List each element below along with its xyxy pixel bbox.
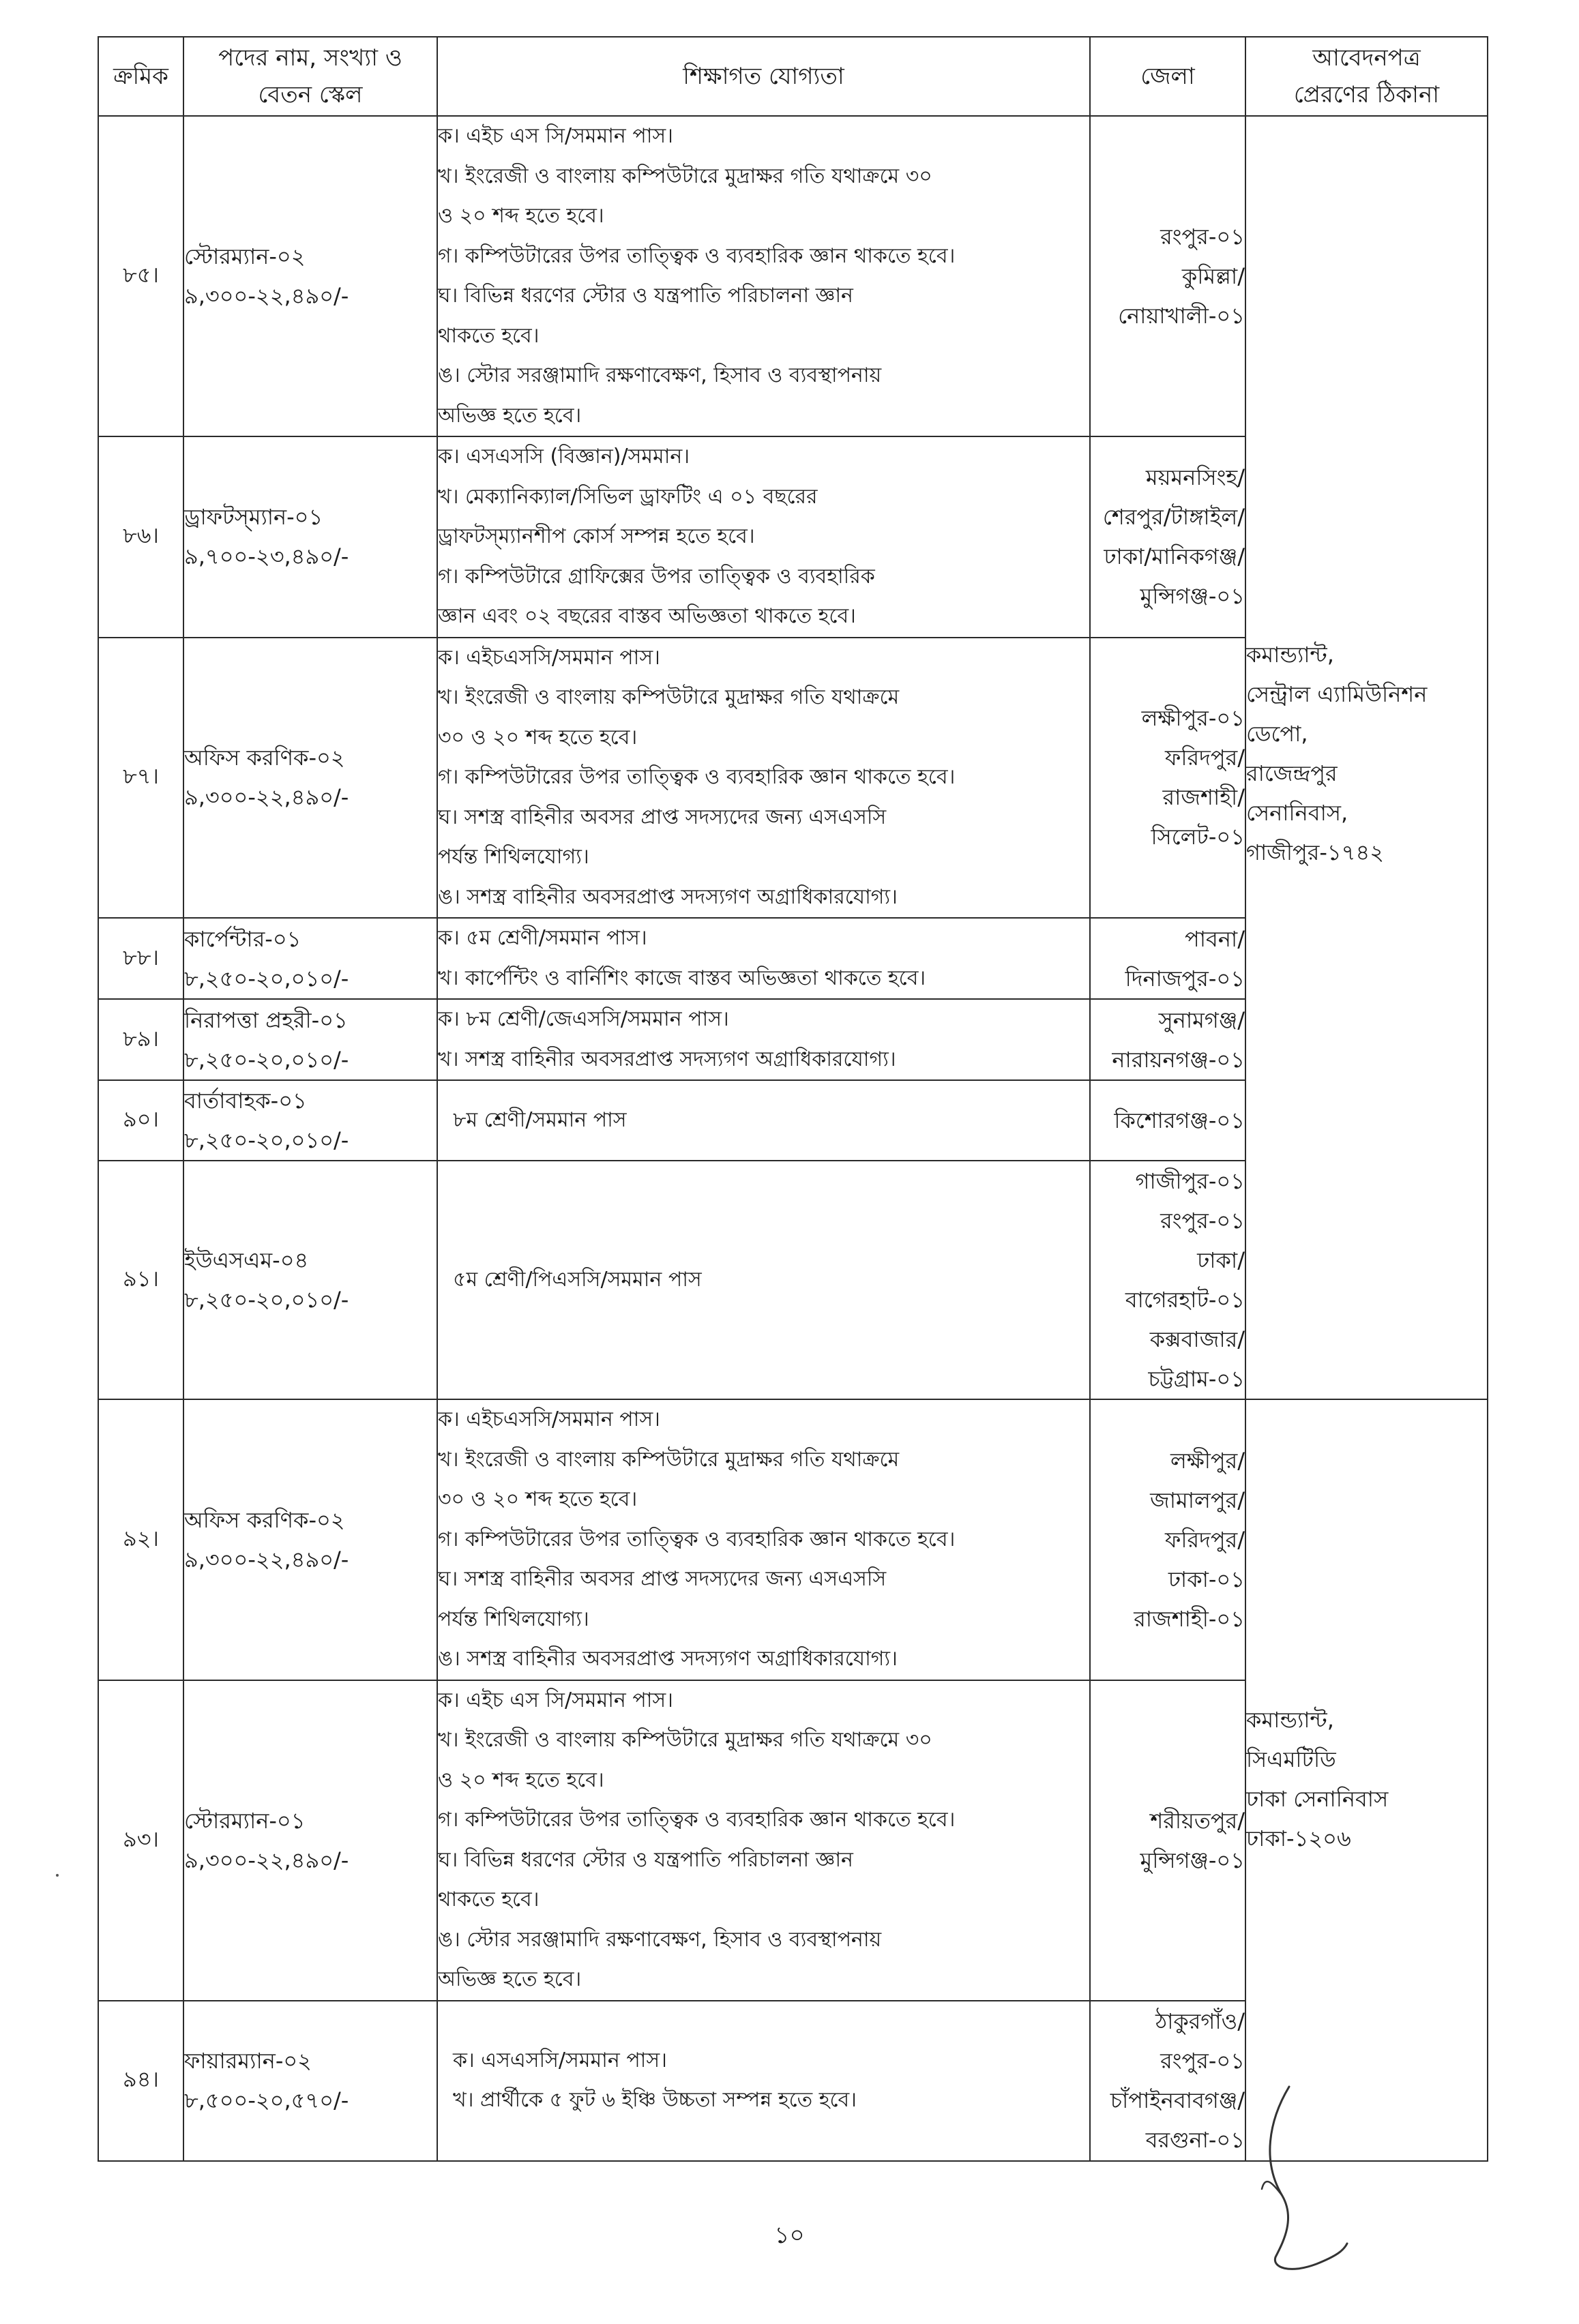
row-serial: ৮৬। xyxy=(98,436,183,638)
header-education: শিক্ষাগত যোগ্যতা xyxy=(437,37,1090,116)
row-serial: ৯১। xyxy=(98,1161,183,1399)
row-serial: ৯৪। xyxy=(98,2001,183,2161)
post-name-scale: নিরাপত্তা প্রহরী-০১ ৮,২৫০-২০,০১০/- xyxy=(183,999,437,1080)
table-row xyxy=(98,116,1488,436)
post-name-scale: বার্তাবাহক-০১ ৮,২৫০-২০,০১০/- xyxy=(183,1080,437,1161)
post-name-scale: স্টোরম্যান-০১ ৯,৩০০-২২,৪৯০/- xyxy=(183,1680,437,2001)
application-address-1: কমান্ড্যান্ট, সেন্ট্রাল এ্যামিউনিশন ডেপো, রাজেন্দ্রপুর সেনানিবাস, গাজীপুর-১৭৪২ xyxy=(1245,116,1488,1399)
district-list: কিশোরগঞ্জ-০১ xyxy=(1090,1080,1245,1161)
row-serial: ৯৩। xyxy=(98,1680,183,2001)
district-list: ঠাকুরগাঁও/ রংপুর-০১ চাঁপাইনবাবগঞ্জ/ বরগুনা-০১ xyxy=(1090,2001,1245,2161)
district-list: সুনামগঞ্জ/ নারায়নগঞ্জ-০১ xyxy=(1090,999,1245,1080)
education-requirements: ক। এইচ এস সি/সমমান পাস। খ। ইংরেজী ও বাংলায় কম্পিউটারে মুদ্রাক্ষর গতি যথাক্রমে ৩০ ও ২০ শব্দ হতে হবে। গ। কম্পিউটারের উপর তাত্ত্বিক ও ব্যবহারিক জ্ঞান থাকতে হবে। ঘ। বিভিন্ন ধরণের স্টোর ও যন্ত্রপাতি পরিচালনা জ্ঞান থাকতে হবে। ঙ। স্টোর সরঞ্জামাদি রক্ষণাবেক্ষণ, হিসাব ও ব্যবস্থাপনায় অভিজ্ঞ হতে হবে। xyxy=(437,1680,1090,2001)
post-name-scale: স্টোরম্যান-০২ ৯,৩০০-২২,৪৯০/- xyxy=(183,116,437,436)
scan-speck xyxy=(56,1874,59,1877)
post-name-scale: ড্রাফটস্‌ম্যান-০১ ৯,৭০০-২৩,৪৯০/- xyxy=(183,436,437,638)
district-list: লক্ষীপুর-০১ ফরিদপুর/ রাজশাহী/ সিলেট-০১ xyxy=(1090,638,1245,919)
header-row xyxy=(98,37,1488,116)
row-serial: ৯২। xyxy=(98,1399,183,1680)
district-list: রংপুর-০১ কুমিল্লা/ নোয়াখালী-০১ xyxy=(1090,116,1245,436)
post-name-scale: অফিস করণিক-০২ ৯,৩০০-২২,৪৯০/- xyxy=(183,1399,437,1680)
header-post: পদের নাম, সংখ্যা ও বেতন স্কেল xyxy=(183,37,437,116)
district-list: লক্ষীপুর/ জামালপুর/ ফরিদপুর/ ঢাকা-০১ রাজশাহী-০১ xyxy=(1090,1399,1245,1680)
header-address: আবেদনপত্র প্রেরণের ঠিকানা xyxy=(1245,37,1488,116)
post-name-scale: কার্পেন্টার-০১ ৮,২৫০-২০,০১০/- xyxy=(183,918,437,999)
page-number: ১০ xyxy=(774,2222,805,2249)
education-requirements: ৫ম শ্রেণী/পিএসসি/সমমান পাস xyxy=(437,1161,1090,1399)
district-list: ময়মনসিংহ/ শেরপুর/টাঙ্গাইল/ ঢাকা/মানিকগঞ্জ/ মুন্সিগঞ্জ-০১ xyxy=(1090,436,1245,638)
post-name-scale: ইউএসএম-০৪ ৮,২৫০-২০,০১০/- xyxy=(183,1161,437,1399)
education-requirements: ৮ম শ্রেণী/সমমান পাস xyxy=(437,1080,1090,1161)
header-serial: ক্রমিক xyxy=(98,37,183,116)
application-address-2: কমান্ড্যান্ট, সিএমটিডি ঢাকা সেনানিবাস ঢাকা-১২০৬ xyxy=(1245,1399,1488,2161)
education-requirements: ক। এইচএসসি/সমমান পাস। খ। ইংরেজী ও বাংলায় কম্পিউটারে মুদ্রাক্ষর গতি যথাক্রমে ৩০ ও ২০ শব্দ হতে হবে। গ। কম্পিউটারের উপর তাত্ত্বিক ও ব্যবহারিক জ্ঞান থাকতে হবে। ঘ। সশস্ত্র বাহিনীর অবসর প্রাপ্ত সদস্যদের জন্য এসএসসি পর্যন্ত শিথিলযোগ্য। ঙ। সশস্ত্র বাহিনীর অবসরপ্রাপ্ত সদস্যগণ অগ্রাধিকারযোগ্য। xyxy=(437,1399,1090,1680)
job-circular-table xyxy=(98,36,1488,2162)
row-serial: ৮৫। xyxy=(98,116,183,436)
header-district: জেলা xyxy=(1090,37,1245,116)
district-list: গাজীপুর-০১ রংপুর-০১ ঢাকা/ বাগেরহাট-০১ কক্সবাজার/ চট্টগ্রাম-০১ xyxy=(1090,1161,1245,1399)
education-requirements: ক। এসএসসি (বিজ্ঞান)/সমমান। খ। মেক্যানিক্যাল/সিভিল ড্রাফটিং এ ০১ বছরের ড্রাফটস্‌ম্যানশীপ কোর্স সম্পন্ন হতে হবে। গ। কম্পিউটারে গ্রাফিক্সের উপর তাত্ত্বিক ও ব্যবহারিক জ্ঞান এবং ০২ বছরের বাস্তব অভিজ্ঞতা থাকতে হবে। xyxy=(437,436,1090,638)
row-serial: ৯০। xyxy=(98,1080,183,1161)
post-name-scale: অফিস করণিক-০২ ৯,৩০০-২২,৪৯০/- xyxy=(183,638,437,919)
district-list: শরীয়তপুর/ মুন্সিগঞ্জ-০১ xyxy=(1090,1680,1245,2001)
education-requirements: ক। এইচএসসি/সমমান পাস। খ। ইংরেজী ও বাংলায় কম্পিউটারে মুদ্রাক্ষর গতি যথাক্রমে ৩০ ও ২০ শব্দ হতে হবে। গ। কম্পিউটারের উপর তাত্ত্বিক ও ব্যবহারিক জ্ঞান থাকতে হবে। ঘ। সশস্ত্র বাহিনীর অবসর প্রাপ্ত সদস্যদের জন্য এসএসসি পর্যন্ত শিথিলযোগ্য। ঙ। সশস্ত্র বাহিনীর অবসরপ্রাপ্ত সদস্যগণ অগ্রাধিকারযোগ্য। xyxy=(437,638,1090,919)
education-requirements: ক। ৫ম শ্রেণী/সমমান পাস। খ। কার্পেন্টিং ও বার্নিশিং কাজে বাস্তব অভিজ্ঞতা থাকতে হবে। xyxy=(437,918,1090,999)
row-serial: ৮৯। xyxy=(98,999,183,1080)
row-serial: ৮৭। xyxy=(98,638,183,919)
education-requirements: ক। এইচ এস সি/সমমান পাস। খ। ইংরেজী ও বাংলায় কম্পিউটারে মুদ্রাক্ষর গতি যথাক্রমে ৩০ ও ২০ শব্দ হতে হবে। গ। কম্পিউটারের উপর তাত্ত্বিক ও ব্যবহারিক জ্ঞান থাকতে হবে। ঘ। বিভিন্ন ধরণের স্টোর ও যন্ত্রপাতি পরিচালনা জ্ঞান থাকতে হবে। ঙ। স্টোর সরঞ্জামাদি রক্ষণাবেক্ষণ, হিসাব ও ব্যবস্থাপনায় অভিজ্ঞ হতে হবে। xyxy=(437,116,1090,436)
table-row xyxy=(98,1399,1488,1680)
district-list: পাবনা/ দিনাজপুর-০১ xyxy=(1090,918,1245,999)
post-name-scale: ফায়ারম্যান-০২ ৮,৫০০-২০,৫৭০/- xyxy=(183,2001,437,2161)
row-serial: ৮৮। xyxy=(98,918,183,999)
education-requirements: ক। ৮ম শ্রেণী/জেএসসি/সমমান পাস। খ। সশস্ত্র বাহিনীর অবসরপ্রাপ্ত সদস্যগণ অগ্রাধিকারযোগ্য। xyxy=(437,999,1090,1080)
education-requirements: ক। এসএসসি/সমমান পাস। খ। প্রার্থীকে ৫ ফুট ৬ ইঞ্চি উচ্চতা সম্পন্ন হতে হবে। xyxy=(437,2001,1090,2161)
